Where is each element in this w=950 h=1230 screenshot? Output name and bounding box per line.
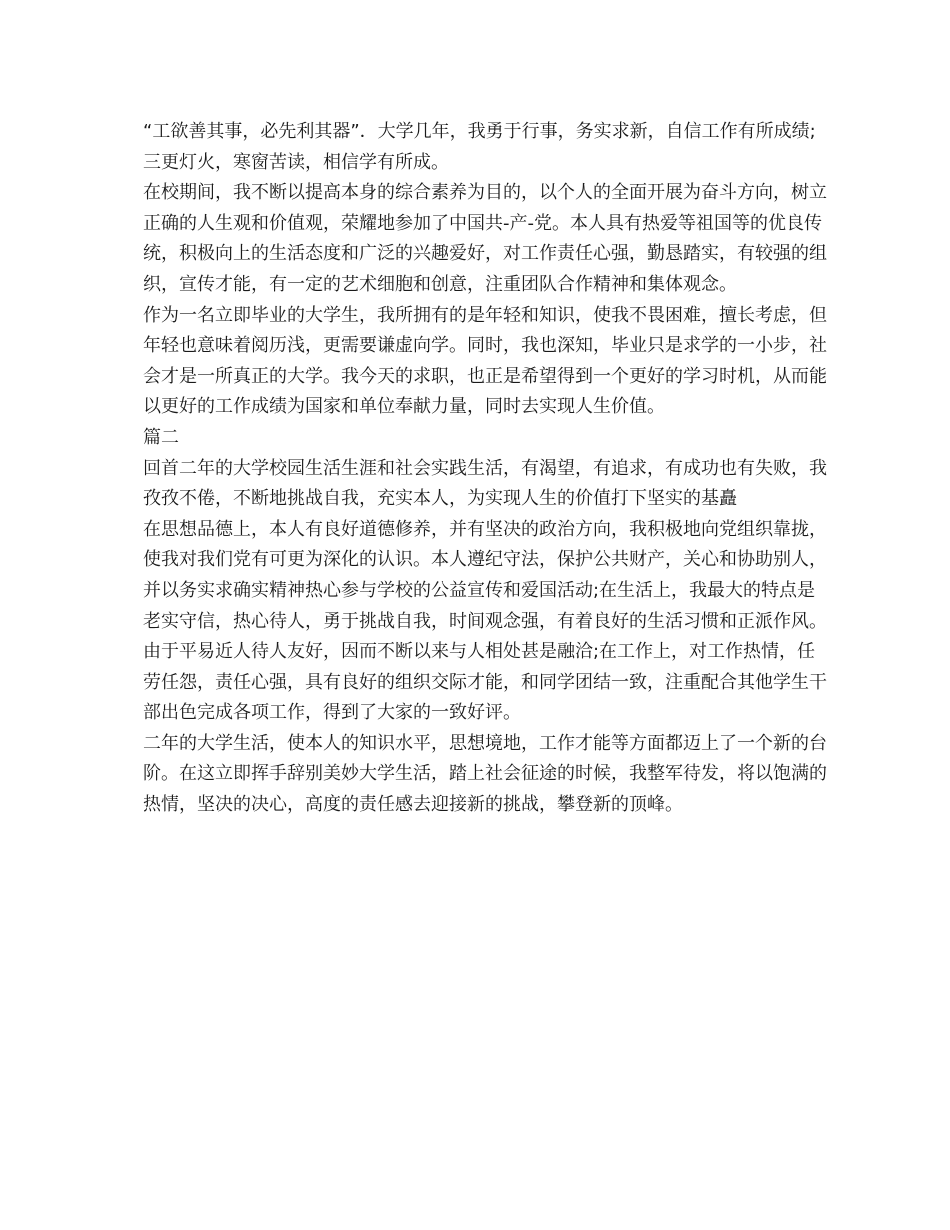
document-body <box>143 117 833 821</box>
paragraph-4: 回首二年的大学校园生活生涯和社会实践生活，有渴望，有追求，有成功也有失败，我孜孜不倦，不断地挑战自我，充实本人，为实现人生的价值打下坚实的基矗 <box>143 457 827 510</box>
paragraph-6: 二年的大学生活，使本人的知识水平，思想境地，工作才能等方面都迈上了一个新的台阶。在这立即挥手辞别美妙大学生活，踏上社会征途的时候，我整军待发，将以饱满的热情，坚决的决心，高度的责任感去迎接新的挑战，攀登新的顶峰。 <box>143 732 827 816</box>
paragraph-5: 在思想品德上，本人有良好道德修养，并有坚决的政治方向，我积极地向党组织靠拢，使我对我们党有可更为深化的认识。本人遵纪守法，保护公共财产，关心和协助别人，并以务实求确实精神热心参与学校的公益宣传和爱国活动;在生活上，我最大的特点是老实守信，热心待人，勇于挑战自我，时间观念强，有着良好的生活习惯和正派作风。由于平易近人待人友好，因而不断以来与人相处甚是融洽;在工作上，对工作热情，任劳任怨，责任心强，具有良好的组织交际才能，和同学团结一致，注重配合其他学生干部出色完成各项工作，得到了大家的一致好评。 <box>143 518 827 724</box>
paragraph-3: 作为一名立即毕业的大学生，我所拥有的是年轻和知识，使我不畏困难，擅长考虑，但年轻也意味着阅历浅，更需要谦虚向学。同时，我也深知，毕业只是求学的一小步，社会才是一所真正的大学。我今天的求职，也正是希望得到一个更好的学习时机，从而能以更好的工作成绩为国家和单位奉献力量，同时去实现人生价值。 <box>143 304 827 418</box>
paragraph-2: 在校期间，我不断以提高本身的综合素养为目的，以个人的全面开展为奋斗方向，树立正确的人生观和价值观，荣耀地参加了中国共-产-党。本人具有热爱等祖国等的优良传统，积极向上的生活态度和广泛的兴趣爱好，对工作责任心强，勤恳踏实，有较强的组织，宣传才能，有一定的艺术细胞和创意，注重团队合作精神和集体观念。 <box>143 182 827 295</box>
paragraph-1: “工欲善其事，必先利其器”．大学几年，我勇于行事，务实求新，自信工作有所成绩;三更灯火，寒窗苦读，相信学有所成。 <box>143 121 816 173</box>
section-heading: 篇二 <box>143 426 179 448</box>
